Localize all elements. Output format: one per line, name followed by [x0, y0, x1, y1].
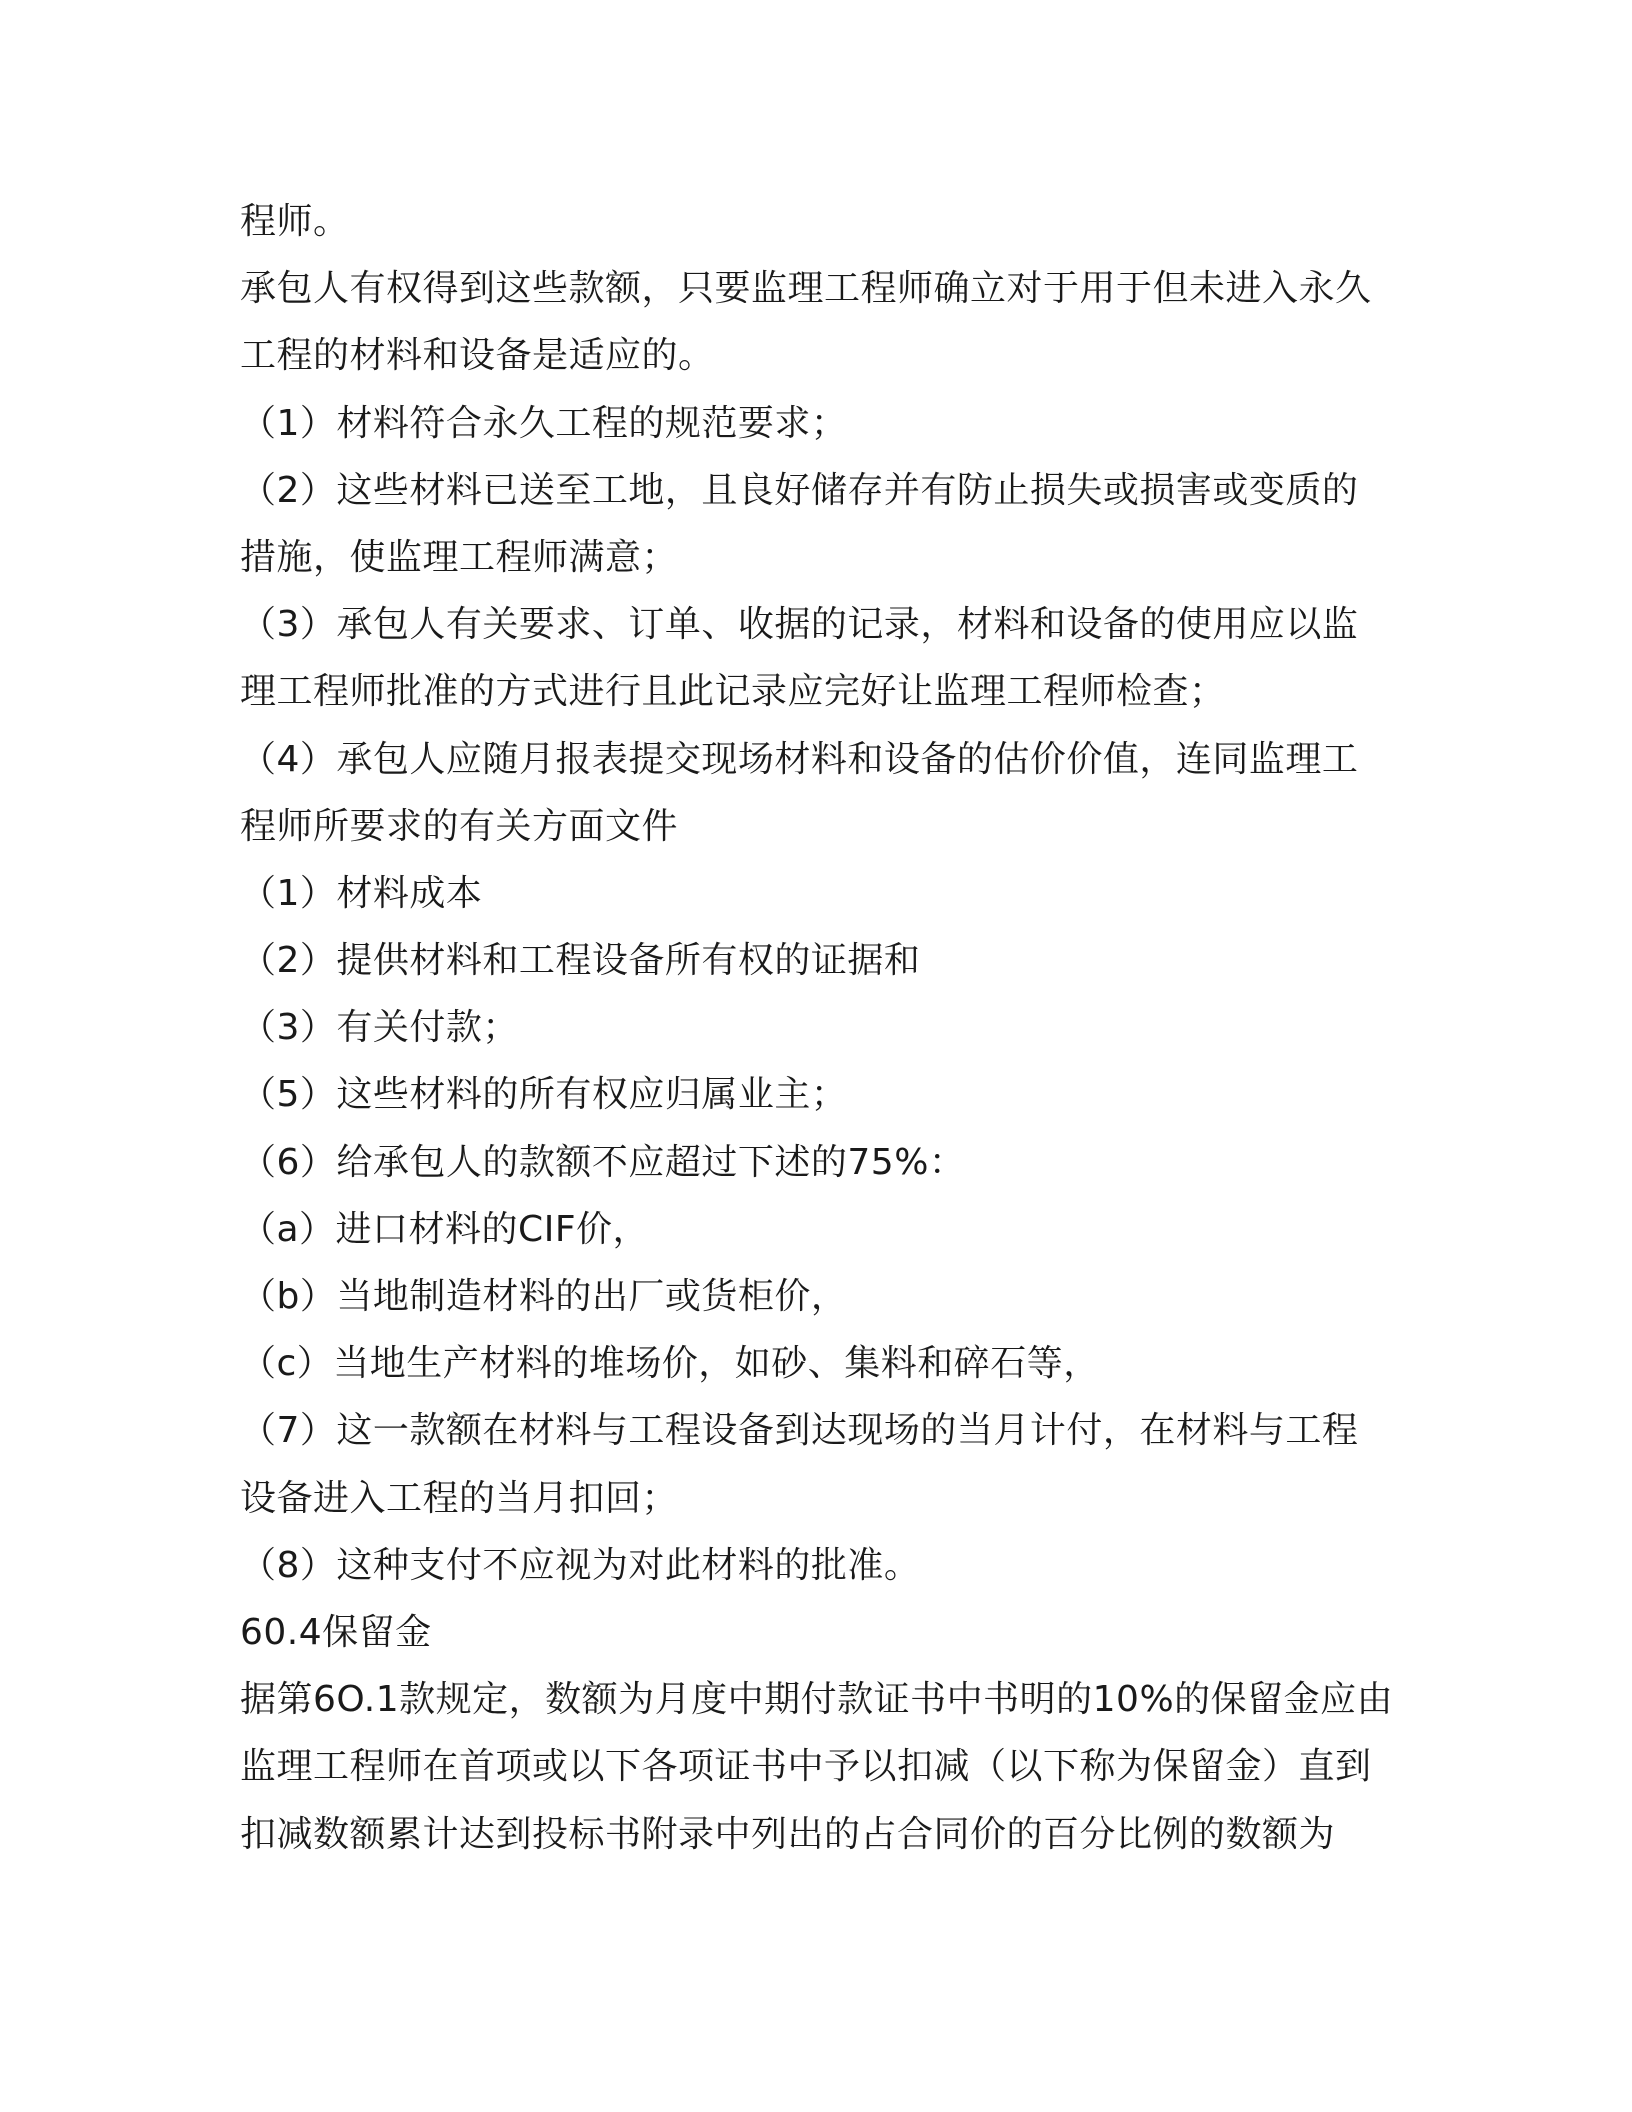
list-item: （2）这些材料已送至工地，且良好储存并有防止损失或损害或变质的: [240, 469, 1359, 511]
list-item: （4）承包人应随月报表提交现场材料和设备的估价价值，连同监理工: [240, 738, 1359, 780]
list-item: （6）给承包人的款额不应超过下述的75%：: [240, 1141, 966, 1183]
list-item: （1）材料成本: [240, 872, 483, 914]
text-line: 措施，使监理工程师满意；: [240, 536, 679, 578]
text-line: 扣减数额累计达到投标书附录中列出的占合同价的百分比例的数额为: [240, 1813, 1336, 1855]
text-line: 设备进入工程的当月扣回；: [240, 1477, 679, 1519]
list-item: （8）这种支付不应视为对此材料的批准。: [240, 1544, 921, 1586]
list-item: （5）这些材料的所有权应归属业主；: [240, 1074, 848, 1116]
text-line: 理工程师批准的方式进行且此记录应完好让监理工程师检查；: [240, 671, 1226, 713]
section-heading: 60.4保留金: [240, 1611, 432, 1653]
list-item: （a）进口材料的CIF价，: [240, 1208, 650, 1250]
text-line: 程师所要求的有关方面文件: [240, 805, 679, 847]
list-item: （1）材料符合永久工程的规范要求；: [240, 402, 848, 444]
text-line: 工程的材料和设备是适应的。: [240, 335, 715, 377]
list-item: （c）当地生产材料的堆场价，如砂、集料和碎石等，: [240, 1343, 1100, 1385]
text-line: 承包人有权得到这些款额，只要监理工程师确立对于用于但未进入永久: [240, 268, 1372, 310]
text-line: 监理工程师在首项或以下各项证书中予以扣减（以下称为保留金）直到: [240, 1746, 1372, 1788]
text-line: 程师。: [240, 201, 350, 242]
list-item: （7）这一款额在材料与工程设备到达现场的当月计付，在材料与工程: [240, 1410, 1359, 1452]
text-line: 据第6O.1款规定，数额为月度中期付款证书中书明的10%的保留金应由: [240, 1679, 1394, 1721]
list-item: （3）承包人有关要求、订单、收据的记录，材料和设备的使用应以监: [240, 604, 1359, 646]
list-item: （b）当地制造材料的出厂或货柜价，: [240, 1276, 848, 1317]
document-body: [240, 188, 1400, 1868]
list-item: （3）有关付款；: [240, 1007, 519, 1049]
list-item: （2）提供材料和工程设备所有权的证据和: [240, 940, 921, 982]
